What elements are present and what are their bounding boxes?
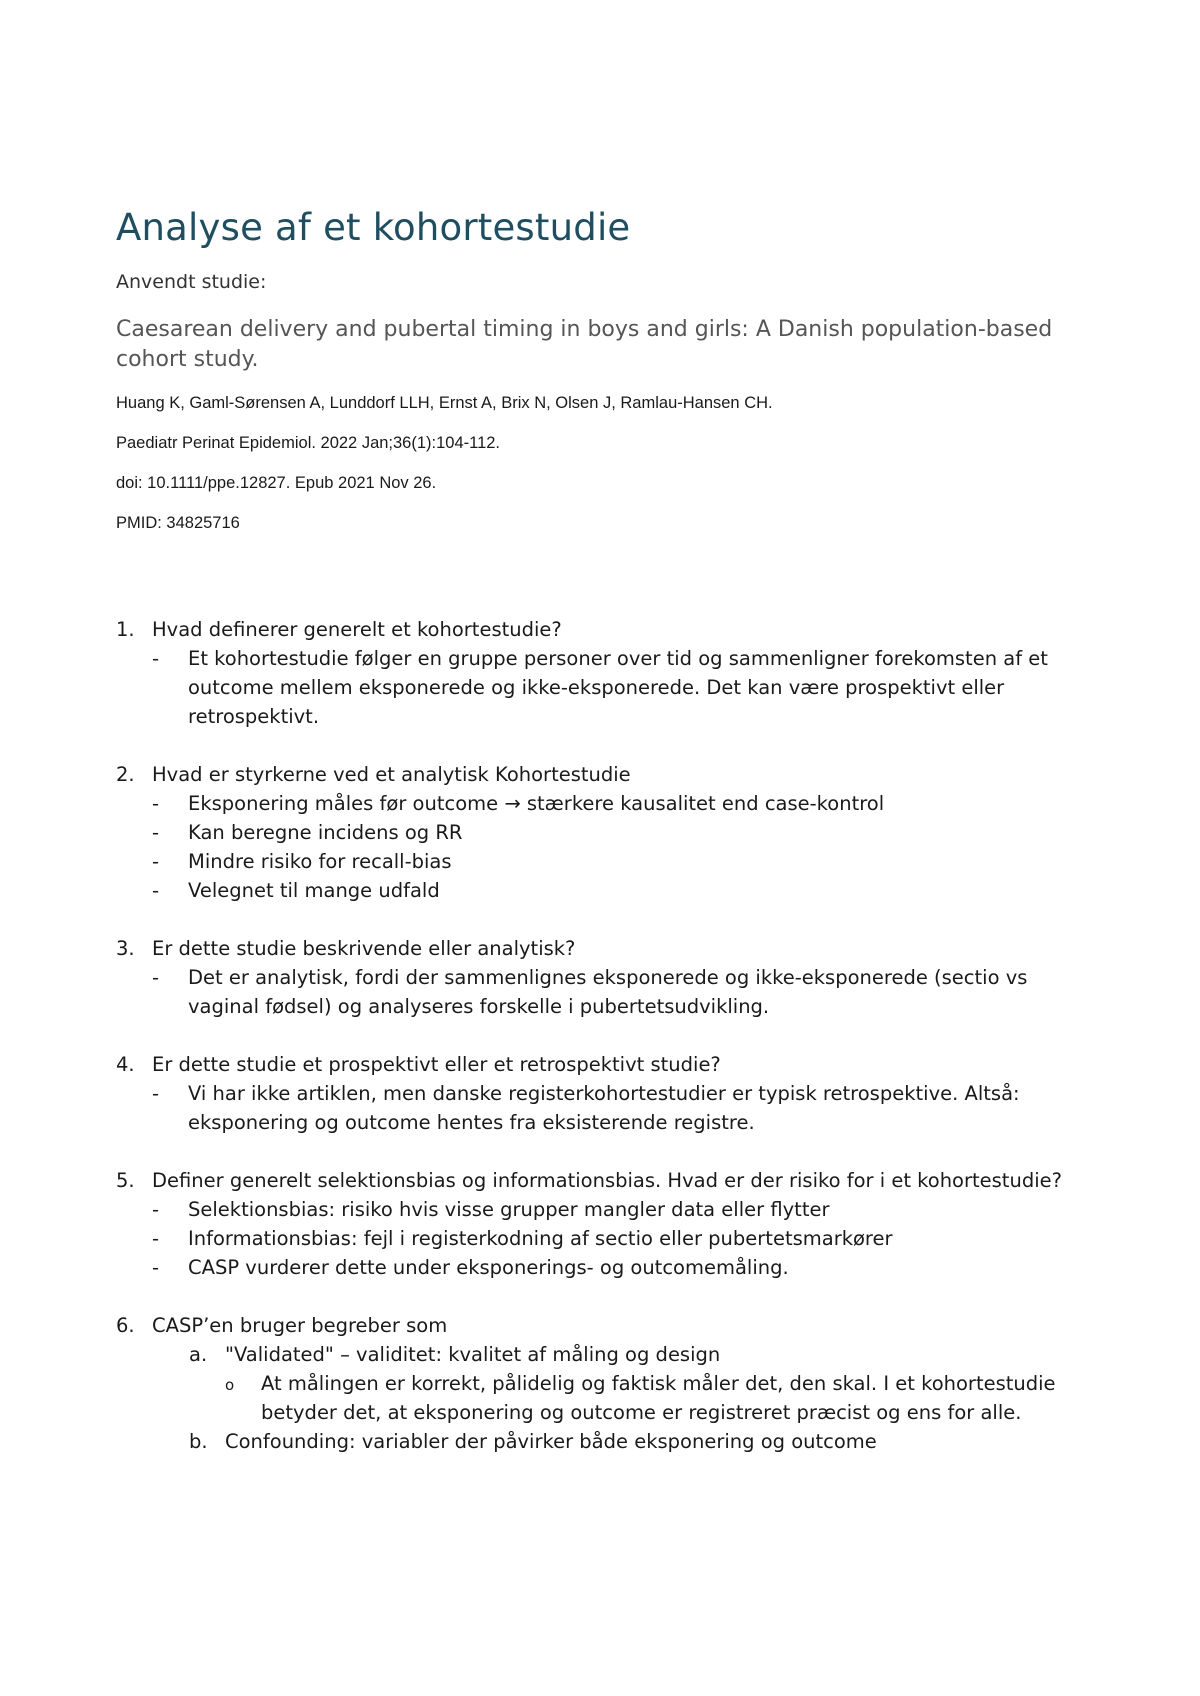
dash-marker: - [152, 1256, 160, 1279]
question-number: 3. [116, 937, 135, 960]
sub-list [152, 1340, 1096, 1456]
dash-marker: - [152, 966, 160, 989]
document-page [116, 206, 1096, 1485]
answer-item [152, 847, 1096, 876]
question-list [116, 615, 1096, 1456]
study-authors: Huang K, Gaml-Sørensen A, Lunddorf LLH, Ernst A, Brix N, Olsen J, Ramlau-Hansen CH. [116, 394, 773, 412]
question-text: CASP’en bruger begreber som [152, 1314, 448, 1337]
applied-study-label: Anvendt studie: [116, 271, 267, 293]
question-item [116, 760, 1096, 905]
answer-item [152, 876, 1096, 905]
question-item [116, 1166, 1096, 1282]
answer-text: Informationsbias: fejl i registerkodning af sectio eller pubertetsmarkører [188, 1227, 893, 1250]
question-item [116, 615, 1096, 731]
dash-marker: - [152, 1082, 160, 1105]
question-text: Hvad er styrkerne ved et analytisk Kohortestudie [152, 763, 631, 786]
question-text: Definer generelt selektionsbias og informationsbias. Hvad er der risiko for i et kohortestudie? [152, 1169, 1062, 1192]
answer-text: Kan beregne incidens og RR [188, 821, 463, 844]
answer-item [152, 1253, 1096, 1282]
dash-marker: - [152, 1198, 160, 1221]
answer-text: Det er analytisk, fordi der sammenlignes eksponerede og ikke-eksponerede (sectio vs vaginal fødsel) og analyseres forskelle i pubertetsudvikling. [188, 966, 1028, 1018]
answer-item [152, 1195, 1096, 1224]
study-journal: Paediatr Perinat Epidemiol. 2022 Jan;36(1):104-112. [116, 434, 501, 452]
dash-marker: - [152, 1227, 160, 1250]
answer-item [152, 644, 1096, 731]
sub-sub-list [225, 1369, 1096, 1427]
answer-text: Vi har ikke artiklen, men danske registerkohortestudier er typisk retrospektive. Altså: eksponering og outcome hentes fra eksisterende registre. [188, 1082, 1020, 1134]
answer-item [152, 1079, 1096, 1137]
answer-text: Et kohortestudie følger en gruppe personer over tid og sammenligner forekomsten af et outcome mellem eksponerede og ikke-eksponerede. Det kan være prospektivt eller retrospektivt. [188, 647, 1048, 728]
study-doi: doi: 10.1111/ppe.12827. Epub 2021 Nov 26. [116, 474, 437, 492]
question-item [116, 1050, 1096, 1137]
dash-marker: - [152, 879, 160, 902]
dash-marker: - [152, 821, 160, 844]
question-number: 2. [116, 763, 135, 786]
answer-text: Selektionsbias: risiko hvis visse grupper mangler data eller flytter [188, 1198, 830, 1221]
question-text: Er dette studie beskrivende eller analytisk? [152, 937, 576, 960]
dash-marker: - [152, 647, 160, 670]
sub-letter: b. [189, 1430, 208, 1453]
study-pmid: PMID: 34825716 [116, 514, 240, 532]
answer-list [152, 1079, 1096, 1137]
answer-list [152, 644, 1096, 731]
sub-sub-text: At målingen er korrekt, pålidelig og faktisk måler det, den skal. I et kohortestudie betyder det, at eksponering og outcome er registreret præcist og ens for alle. [261, 1372, 1056, 1424]
answer-text: Mindre risiko for recall-bias [188, 850, 452, 873]
sub-sub-item [225, 1369, 1096, 1427]
answer-item [152, 789, 1096, 818]
question-item [116, 1311, 1096, 1456]
answer-item [152, 1224, 1096, 1253]
sub-item [189, 1427, 1096, 1456]
sub-text: Confounding: variabler der påvirker både eksponering og outcome [225, 1430, 877, 1453]
sub-text: "Validated" – validitet: kvalitet af måling og design [225, 1343, 721, 1366]
dash-marker: - [152, 792, 160, 815]
circle-bullet-icon: o [225, 1376, 235, 1394]
answer-text: Velegnet til mange udfald [188, 879, 440, 902]
answer-item [152, 818, 1096, 847]
answer-list [152, 789, 1096, 905]
question-item [116, 934, 1096, 1021]
sub-letter: a. [189, 1343, 208, 1366]
study-title: Caesarean delivery and pubertal timing in boys and girls: A Danish population-based cohort study. [116, 317, 1053, 372]
answer-list [152, 963, 1096, 1021]
answer-item [152, 963, 1096, 1021]
question-number: 4. [116, 1053, 135, 1076]
answer-text: Eksponering måles før outcome → stærkere kausalitet end case-kontrol [188, 792, 885, 815]
question-number: 5. [116, 1169, 135, 1192]
answer-list [152, 1195, 1096, 1282]
answer-text: CASP vurderer dette under eksponerings- og outcomemåling. [188, 1256, 789, 1279]
question-text: Hvad definerer generelt et kohortestudie? [152, 618, 562, 641]
document-title: Analyse af et kohortestudie [116, 206, 631, 249]
sub-item [189, 1340, 1096, 1427]
question-number: 1. [116, 618, 135, 641]
question-text: Er dette studie et prospektivt eller et retrospektivt studie? [152, 1053, 721, 1076]
question-number: 6. [116, 1314, 135, 1337]
dash-marker: - [152, 850, 160, 873]
